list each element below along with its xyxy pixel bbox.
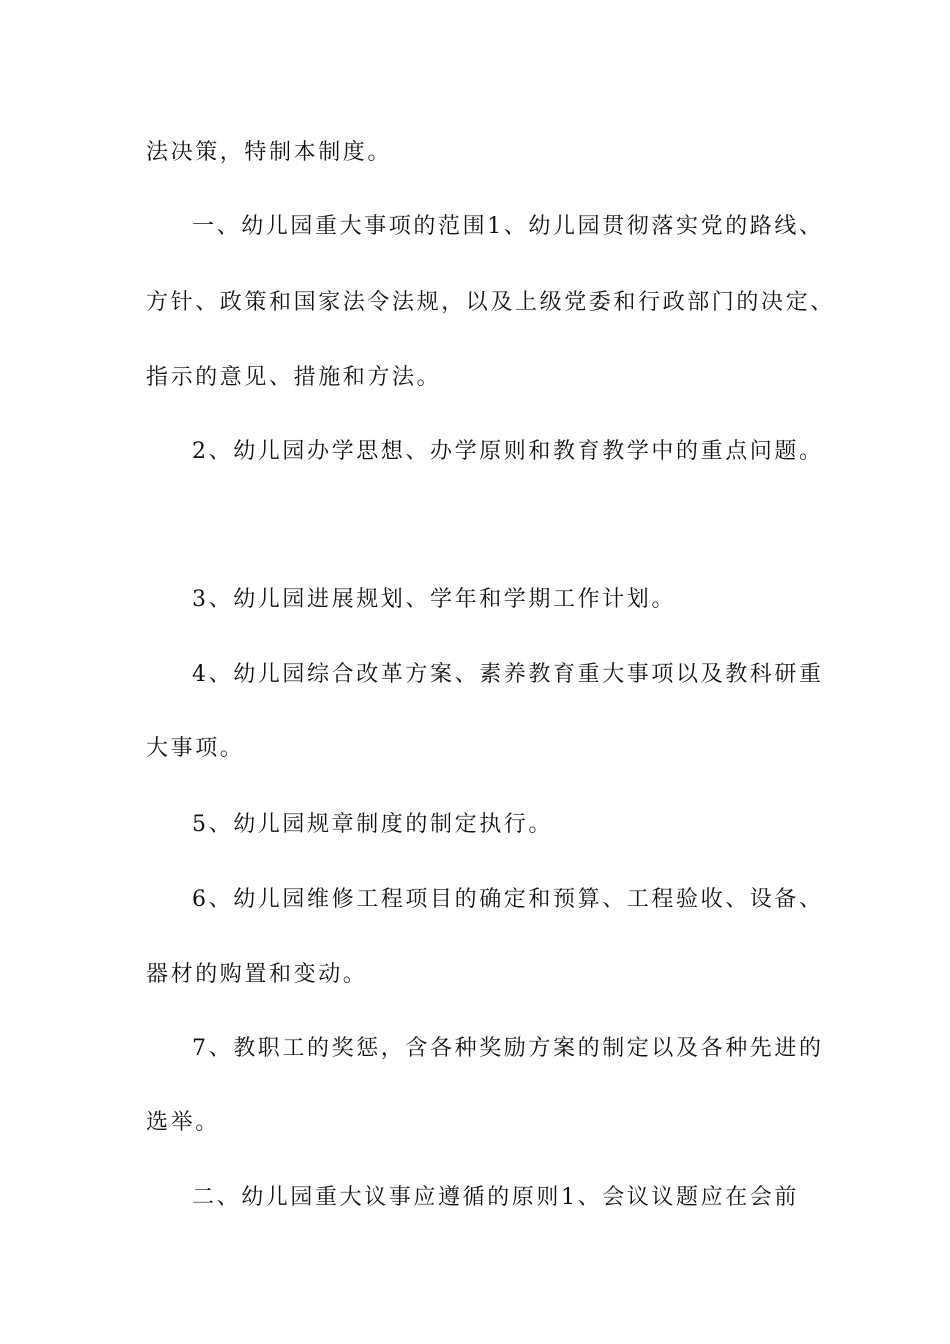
text-line: 方针、政策和国家法令法规，以及上级党委和行政部门的决定、 (146, 290, 835, 315)
list-item-2: 2、幼儿园办学思想、办学原则和教育教学中的重点问题。 (192, 439, 824, 464)
list-item-6: 6、幼儿园维修工程项目的确定和预算、工程验收、设备、 (192, 887, 824, 912)
text-line: 器材的购置和变动。 (146, 962, 368, 987)
section-heading-line: 二、幼儿园重大议事应遵循的原则1、会议议题应在会前 (192, 1185, 799, 1210)
text-line: 法决策，特制本制度。 (146, 140, 393, 165)
list-item-5: 5、幼儿园规章制度的制定执行。 (192, 812, 553, 837)
text-line: 选举。 (146, 1110, 220, 1135)
list-item-4: 4、幼儿园综合改革方案、素养教育重大事项以及教科研重 (192, 662, 824, 687)
list-item-3: 3、幼儿园进展规划、学年和学期工作计划。 (192, 587, 676, 612)
text-line: 指示的意见、措施和方法。 (146, 365, 442, 390)
text-line: 大事项。 (146, 736, 245, 761)
list-item-7: 7、教职工的奖惩，含各种奖励方案的制定以及各种先进的 (192, 1036, 824, 1061)
section-heading-line: 一、幼儿园重大事项的范围1、幼儿园贯彻落实党的路线、 (192, 214, 824, 239)
